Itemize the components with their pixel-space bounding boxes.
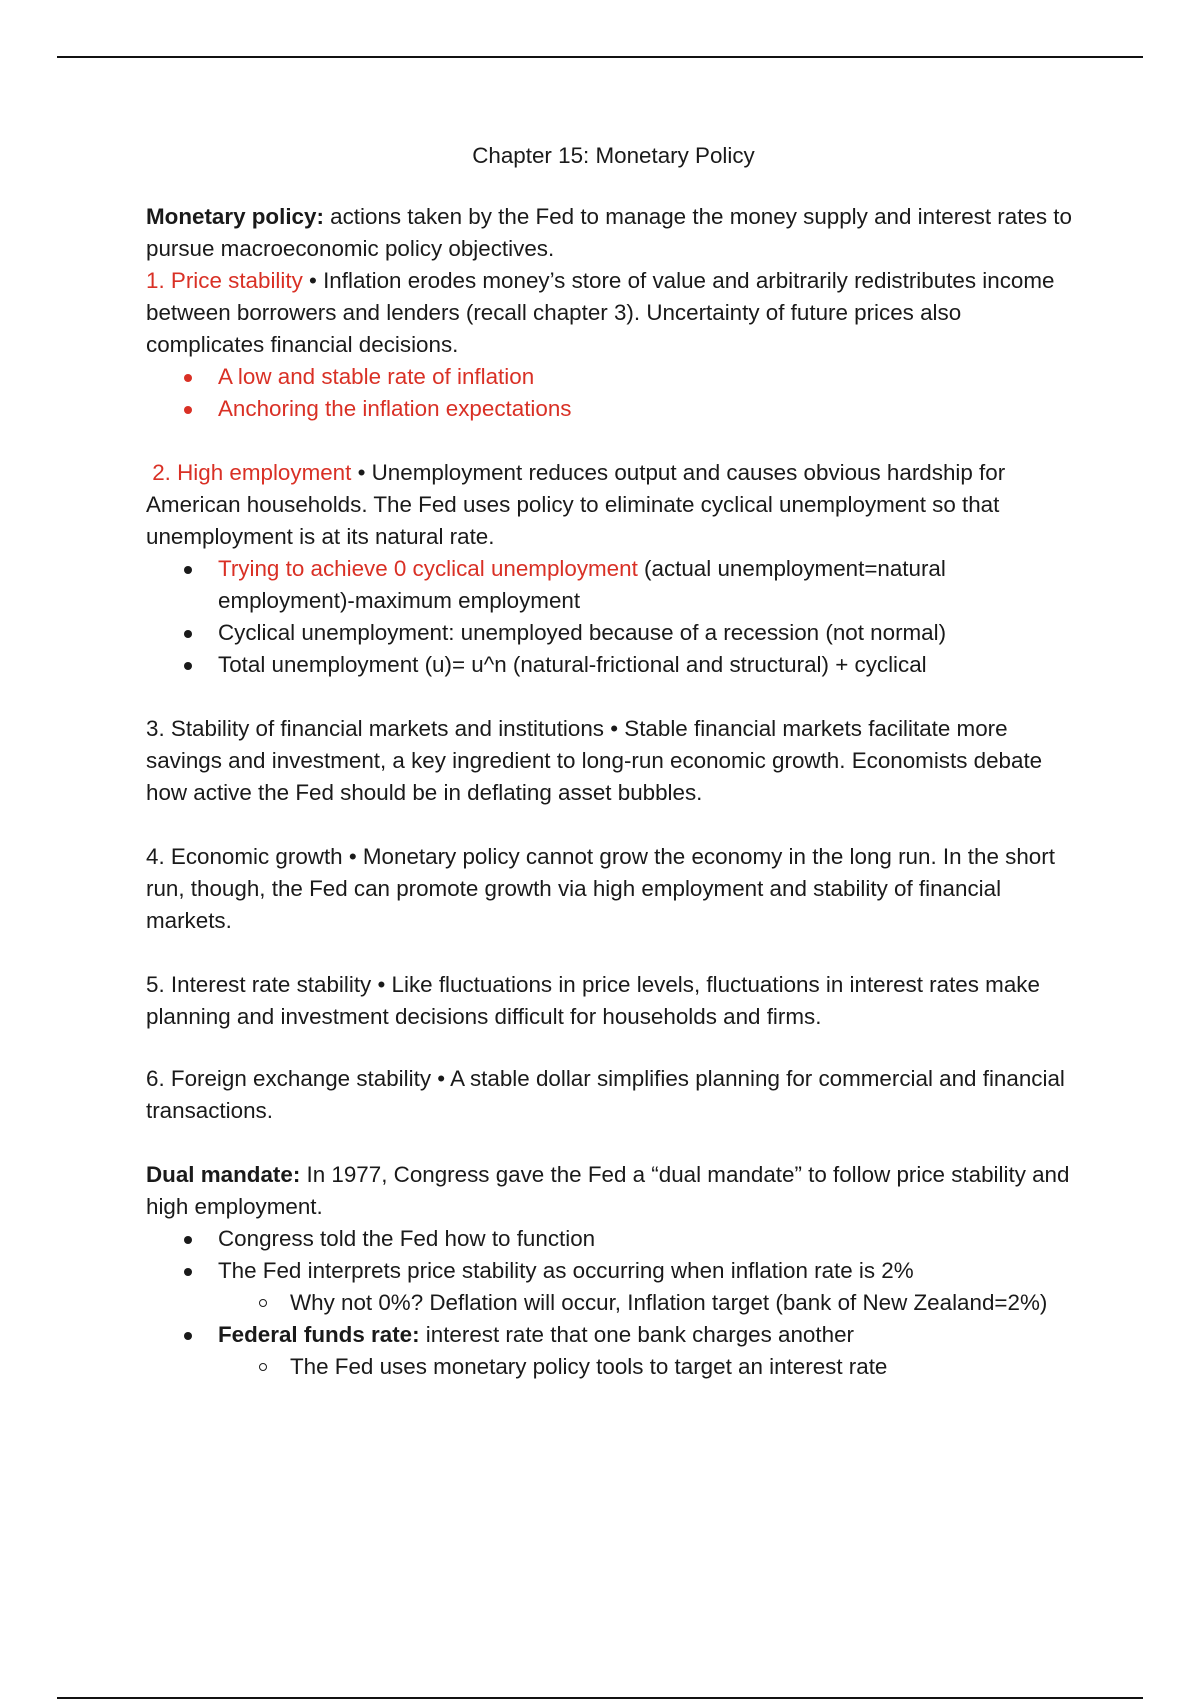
goal4-paragraph: 4. Economic growth • Monetary policy cannot grow the economy in the long run. In the short run, though, the Fed can promote growth via high employment and stability of financial markets. — [146, 844, 1055, 933]
federal-funds-sub-item: The Fed uses monetary policy tools to target an interest rate — [290, 1351, 1081, 1383]
top-divider — [57, 56, 1143, 58]
goal1-bullet-item: A low and stable rate of inflation — [218, 361, 1081, 393]
monetary-policy-paragraph — [146, 201, 1081, 265]
goal6-paragraph: 6. Foreign exchange stability • A stable dollar simplifies planning for commercial and financial transactions. — [146, 1066, 1065, 1123]
federal-funds-sub-list — [218, 1351, 1081, 1383]
goal2-paragraph — [146, 457, 1081, 553]
goal1-bullet-list — [146, 361, 1081, 425]
dual-mandate-sub-item: Why not 0%? Deflation will occur, Inflation target (bank of New Zealand=2%) — [290, 1287, 1081, 1319]
dual-mandate-term: Dual mandate: — [146, 1162, 301, 1187]
goal1-bullet-item: Anchoring the inflation expectations — [218, 393, 1081, 425]
goal2-label: 2. High employment — [152, 460, 352, 485]
dual-mandate-sub-list — [218, 1287, 1081, 1319]
spacer — [146, 1127, 1081, 1159]
goal2-bullet-list — [146, 553, 1081, 681]
spacer — [146, 1033, 1081, 1063]
federal-funds-rate-term: Federal funds rate: — [218, 1322, 420, 1347]
monetary-policy-definition: actions taken by the Fed to manage the money supply and interest rates to pursue macroeconomic policy objectives. — [146, 204, 1072, 261]
goal2-bullet-item: Cyclical unemployment: unemployed because of a recession (not normal) — [218, 617, 1081, 649]
goal2-bullet1-rest: (actual unemployment=natural employment)-maximum employment — [218, 556, 946, 613]
bottom-divider — [57, 1697, 1143, 1699]
page-title: Chapter 15: Monetary Policy — [472, 143, 755, 168]
document-body — [146, 140, 1081, 1383]
goal2-bullet-item — [218, 553, 1081, 617]
goal3-paragraph: 3. Stability of financial markets and institutions • Stable financial markets facilitate more savings and investment, a key ingredient to long-run economic growth. Economists debate how active the Fed should be in deflating asset bubbles. — [146, 716, 1043, 805]
dual-mandate-bullet-item — [218, 1319, 1081, 1383]
dual-mandate-bullet-list — [146, 1223, 1081, 1383]
federal-funds-rate-definition: interest rate that one bank charges another — [419, 1322, 854, 1347]
monetary-policy-term: Monetary policy: — [146, 204, 324, 229]
goal1-paragraph — [146, 265, 1081, 361]
dual-mandate-bullet2-text: The Fed interprets price stability as occurring when inflation rate is 2% — [218, 1258, 914, 1283]
goal1-text: • Inflation erodes money’s store of value and arbitrarily redistributes income between borrowers and lenders (recall chapter 3). Uncertainty of future prices also complicates financial decisions. — [146, 268, 1055, 357]
dual-mandate-definition: In 1977, Congress gave the Fed a “dual mandate” to follow price stability and high employment. — [146, 1162, 1070, 1219]
spacer — [146, 425, 1081, 457]
goal1-label: 1. Price stability — [146, 268, 303, 293]
spacer — [146, 681, 1081, 713]
goal5-paragraph: 5. Interest rate stability • Like fluctuations in price levels, fluctuations in interest rates make planning and investment decisions difficult for households and firms. — [146, 972, 1040, 1029]
dual-mandate-paragraph — [146, 1159, 1081, 1223]
goal2-bullet-item: Total unemployment (u)= u^n (natural-frictional and structural) + cyclical — [218, 649, 1081, 681]
spacer — [146, 809, 1081, 841]
goal2-bullet1-highlight: Trying to achieve 0 cyclical unemployment — [218, 556, 638, 581]
spacer — [146, 937, 1081, 969]
dual-mandate-bullet-item: Congress told the Fed how to function — [218, 1223, 1081, 1255]
dual-mandate-bullet-item — [218, 1255, 1081, 1319]
goal2-text: • Unemployment reduces output and causes obvious hardship for American households. The Fed uses policy to eliminate cyclical unemployment so that unemployment is at its natural rate. — [146, 460, 1006, 549]
